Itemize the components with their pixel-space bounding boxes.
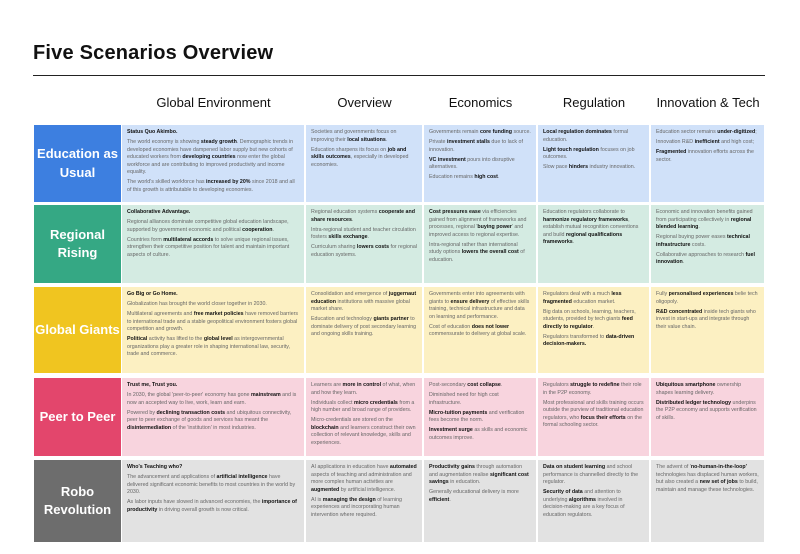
cell-regulation [538, 460, 649, 542]
page-title: Five Scenarios Overview [33, 42, 274, 64]
body-text: Education remains [429, 174, 475, 181]
highlight-text: less fragmented [543, 291, 622, 305]
cell-global-environment [122, 460, 304, 542]
body-text: The advancement and applications of [127, 474, 217, 481]
cell-paragraph [543, 464, 644, 487]
body-text: ownership shapes learning delivery. [656, 382, 742, 396]
highlight-text: Go Big or Go Home. [127, 291, 178, 297]
body-text: Fully [656, 291, 669, 297]
highlight-text: struggle to redefine [570, 382, 620, 388]
body-text: inside tech giants who invest in start-ups and integrate through their value chain. [656, 308, 756, 330]
highlight-text: lowers costs [356, 244, 390, 251]
body-text: underpins the P2P economy and supports verification of skills. [656, 399, 757, 421]
body-text: Micro-credentials are stored on the [311, 417, 393, 424]
highlight-text: Light touch regulation [543, 146, 599, 153]
body-text: to dominate delivery of post secondary learning and ongoing skills training. [311, 316, 417, 338]
highlight-text: focus their efforts [580, 414, 626, 421]
body-text: Curriculum sharing [311, 244, 357, 251]
highlight-text: augmented [311, 486, 340, 493]
body-text: as intergovernmental organizations play a greater role in shaping international law, security, trade and commerce. [127, 336, 291, 358]
body-text: and school performance is channelled directly to the regulator. [543, 464, 639, 486]
highlight-text: job and skills outcomes [311, 146, 407, 161]
highlight-text: Collaborative Advantage. [127, 209, 191, 215]
body-text: Learners are [311, 382, 343, 388]
body-text: from a high number and broad range of providers. [311, 399, 415, 414]
body-text: innovation efforts across the sector. [656, 149, 754, 163]
cell-regulation [538, 378, 649, 456]
cell-paragraph [127, 179, 299, 194]
cell-paragraph [429, 427, 531, 442]
body-text: The world's skilled workforce has [127, 179, 207, 186]
highlight-text: micro credentials [354, 399, 398, 406]
cell-paragraph [429, 209, 531, 239]
column-header-global-environment: Global Environment [156, 95, 271, 111]
cell-paragraph [127, 464, 299, 472]
highlight-text: global level [203, 336, 233, 343]
body-text: Intra-regional student and teacher circulation fosters [311, 226, 416, 241]
body-text: . [449, 496, 451, 503]
body-text: Big data on schools, learning, teachers, students, provided by tech giants [543, 308, 636, 323]
body-text: their role in the P2P economy. [543, 382, 642, 396]
body-text: . [592, 323, 595, 330]
column-header-economics: Economics [448, 95, 513, 111]
body-text: commensurate to delivery at global scale. [429, 331, 527, 338]
cell-innovation-tech [651, 378, 764, 456]
cell-paragraph [311, 497, 417, 520]
cell-paragraph [127, 382, 299, 390]
body-text: now enter the global workforce and are contributing to improved productivity and income equality. [127, 154, 285, 176]
body-text: technologies has displaced human workers, but also created a [656, 471, 759, 486]
cell-regulation [538, 287, 649, 373]
highlight-text: regional blended learning [656, 216, 752, 231]
column-header-overview: Overview [337, 95, 392, 111]
body-text: Post-secondary [429, 382, 468, 388]
cell-paragraph [429, 174, 531, 182]
cell-paragraph [127, 219, 299, 234]
body-text: , establish mutual recognition conventions and build [543, 216, 639, 238]
body-text: . [272, 226, 274, 233]
body-text: Regulators deal with a much [543, 291, 612, 297]
highlight-text: Political [127, 336, 148, 343]
body-text: since 2018 and all of this growth is attributable to developing economies. [127, 179, 295, 193]
highlight-text: new set of jobs [699, 479, 738, 486]
body-text: As labor inputs have slowed in advanced economies, the [127, 499, 262, 506]
cell-paragraph [543, 309, 644, 332]
body-text: and learners construct their own collection of relevant knowledge, skills and experiences. [311, 424, 416, 446]
body-text: involved in decision-making are a key focus of education regulators. [543, 496, 625, 518]
scenario-label-text: Education as Usual [37, 146, 118, 180]
highlight-text: multilateral accords [163, 236, 214, 243]
body-text: Education and technology [311, 316, 374, 323]
body-text: and verification fees become the norm. [429, 409, 525, 424]
highlight-text: cooperation [242, 226, 273, 233]
cell-paragraph [311, 244, 417, 259]
body-text: and ubiquitous connectivity, peer to peer exchange of goods and services has meant the [127, 409, 292, 424]
highlight-text: disintermediation [127, 424, 172, 431]
body-text: focuses on job outcomes. [543, 146, 635, 161]
highlight-text: managing the design [322, 496, 376, 503]
body-text: Powered by [127, 409, 157, 416]
cell-innovation-tech [651, 287, 764, 373]
cell-paragraph [543, 129, 644, 144]
cell-overview [306, 205, 422, 283]
cell-paragraph [311, 129, 417, 144]
cell-economics [424, 287, 536, 373]
body-text: Societies and governments focus on improving their [311, 129, 397, 143]
cell-paragraph [429, 489, 531, 504]
cell-paragraph [429, 410, 531, 425]
cell-overview [306, 287, 422, 373]
highlight-text: Distributed ledger technology [656, 399, 732, 406]
body-text: and high cost; [719, 139, 755, 146]
cell-paragraph [311, 147, 417, 170]
body-text: in education. [448, 479, 481, 486]
body-text: Individuals collect [311, 399, 354, 406]
body-text: . [367, 234, 370, 241]
cell-paragraph [127, 311, 299, 334]
body-text: education market. [571, 298, 616, 305]
body-text: Education sharpens its focus on [311, 146, 388, 153]
highlight-text: no-human-in-the-loop' [690, 464, 747, 470]
highlight-text: investment stalls [446, 139, 490, 146]
scenario-label-text: Global Giants [35, 321, 120, 337]
highlight-text: Productivity gains [429, 464, 475, 470]
body-text: industry innovation. [588, 164, 636, 171]
body-text: . [497, 174, 500, 181]
highlight-text: personalised experiences [668, 291, 734, 297]
body-text: Innovation R&D [656, 139, 695, 146]
cell-paragraph [543, 147, 644, 162]
highlight-text: increased by 20% [206, 179, 251, 186]
cell-paragraph [656, 149, 759, 164]
body-text: . [500, 382, 503, 388]
body-text: Regulators transformed to [543, 333, 606, 340]
body-text: formal education. [543, 129, 629, 143]
body-text: Education sector remains [656, 129, 718, 135]
cell-paragraph [311, 291, 417, 314]
highlight-text: high cost [474, 174, 498, 181]
highlight-text: efficient [429, 496, 450, 503]
cell-overview [306, 125, 422, 202]
highlight-text: Who's Teaching who? [127, 464, 183, 470]
body-text: Economic and innovation benefits gained from participating collectively in [656, 209, 753, 223]
body-text: pours into disruptive alternatives. [429, 156, 515, 171]
body-text: of the 'institution' in most industries. [171, 424, 256, 431]
cell-global-environment [122, 125, 304, 202]
body-text: to build, maintain and manage these technologies. [656, 479, 758, 493]
highlight-text: artificial intelligence [216, 474, 268, 481]
cell-paragraph [127, 392, 299, 407]
cell-paragraph [311, 209, 417, 224]
cell-global-environment [122, 378, 304, 456]
cell-paragraph [127, 291, 299, 299]
body-text: . [698, 224, 700, 231]
highlight-text: regional qualifications frameworks [543, 231, 623, 246]
highlight-text: inefficient [694, 139, 720, 146]
body-text: by artificial intelligence. [339, 486, 396, 493]
highlight-text: hinders [568, 164, 589, 171]
highlight-text: core funding [479, 129, 513, 135]
highlight-text: R&D concentrated [656, 308, 703, 315]
scenario-label [34, 205, 121, 283]
cell-economics [424, 378, 536, 456]
body-text: Collaborative approaches to research [656, 251, 746, 258]
highlight-text: importance of productivity [127, 499, 297, 513]
cell-innovation-tech [651, 460, 764, 542]
body-text: as skills and economic outcomes improve. [429, 427, 528, 441]
body-text: due to lack of innovation. [429, 139, 523, 153]
body-text: Governments enter into agreements with giants to [429, 291, 525, 305]
body-text: source. [512, 129, 531, 135]
cell-paragraph [127, 410, 299, 433]
body-text: have delivered significant economic benefits to most countries in the world by 2030. [127, 474, 296, 496]
cell-paragraph [311, 417, 417, 447]
highlight-text: Fragmented [656, 149, 687, 156]
cell-paragraph [311, 227, 417, 242]
scenario-label [34, 287, 121, 373]
cell-paragraph [429, 382, 531, 390]
highlight-text: feed directly to regulator [543, 316, 633, 330]
cell-paragraph [543, 400, 644, 430]
body-text: Education regulators collaborate to [543, 209, 625, 215]
body-text: Cost of education [429, 323, 472, 330]
body-text: Consolidation and emergence of [311, 291, 389, 297]
highlight-text: free market policies [193, 311, 244, 318]
highlight-text: cooperate and share resources [311, 209, 415, 223]
scenario-label-text: Robo Revolution [43, 483, 112, 517]
body-text: . [682, 259, 685, 266]
cell-paragraph [127, 237, 299, 260]
highlight-text: Cost pressures ease [429, 209, 481, 215]
body-text: activity has lifted to the [147, 336, 204, 343]
body-text: of what, when and how they learn. [311, 382, 416, 396]
cell-paragraph [127, 474, 299, 497]
highlight-text: developing countries [182, 154, 236, 161]
body-text: Multilateral agreements and [127, 311, 194, 318]
highlight-text: Micro-tuition payments [429, 409, 488, 416]
body-text: In 2030, the global 'peer-to-peer' economy has gone [127, 392, 251, 399]
body-text: ; [755, 129, 757, 135]
cell-paragraph [311, 382, 417, 397]
highlight-text: Investment surge [429, 427, 473, 434]
body-text: institutions with massive global market share. [311, 298, 410, 313]
cell-innovation-tech [651, 205, 764, 283]
cell-innovation-tech [651, 125, 764, 202]
body-text: The advent of ' [656, 464, 691, 470]
highlight-text: does not lower [471, 323, 510, 330]
cell-paragraph [543, 382, 644, 397]
body-text: of education. [429, 249, 525, 263]
highlight-text: harmonize regulatory frameworks [543, 216, 629, 223]
cell-regulation [538, 205, 649, 283]
scenario-label [34, 125, 121, 202]
body-text: via efficiencies gained from alignment of frameworks and processes, regional ' [429, 209, 527, 231]
cell-paragraph [311, 316, 417, 339]
cell-paragraph [656, 252, 759, 267]
cell-paragraph [656, 382, 759, 397]
body-text: to solve unique regional issues, strengthen their competitive position for talent and maintain important aspects of culture. [127, 236, 290, 258]
highlight-text: juggernaut education [311, 291, 417, 305]
cell-paragraph [429, 464, 531, 487]
body-text: in driving overall growth is now critical. [157, 506, 249, 513]
cell-paragraph [311, 400, 417, 415]
cell-overview [306, 378, 422, 456]
highlight-text: automated [389, 464, 417, 470]
highlight-text: significant cost savings [429, 471, 529, 486]
highlight-text: Data on student learning [543, 464, 606, 470]
highlight-text: VC investment [429, 156, 466, 163]
body-text: Private [429, 139, 447, 146]
body-text: Intra-regional rather than international study options [429, 241, 518, 256]
cell-paragraph [656, 234, 759, 249]
cell-paragraph [656, 309, 759, 332]
highlight-text: cost collapse [467, 382, 501, 388]
body-text: . [351, 216, 354, 223]
cell-paragraph [127, 499, 299, 514]
cell-overview [306, 460, 422, 542]
cell-paragraph [656, 209, 759, 232]
highlight-text: giants partner [373, 316, 409, 323]
highlight-text: declining transaction costs [156, 409, 226, 416]
scenario-label-text: Regional Rising [50, 226, 105, 260]
highlight-text: algorithms [568, 496, 596, 503]
body-text: Governments remain [429, 129, 480, 135]
highlight-text: mainstream [250, 392, 281, 399]
body-text: on the formal schooling sector. [543, 414, 642, 429]
body-text: , especially in developed economies. [311, 154, 409, 168]
cell-paragraph [543, 164, 644, 172]
highlight-text: ensure delivery [450, 298, 490, 305]
highlight-text: Security of data [543, 489, 583, 496]
cell-regulation [538, 125, 649, 202]
body-text: for regional education systems. [311, 244, 417, 258]
cell-paragraph [429, 392, 531, 407]
cell-paragraph [656, 464, 759, 494]
column-header-innovation-tech: Innovation & Tech [656, 95, 760, 111]
body-text: Slow pace [543, 164, 569, 171]
body-text: AI applications in education have [311, 464, 390, 470]
cell-paragraph [127, 336, 299, 359]
cell-paragraph [311, 464, 417, 494]
body-text: have removed barriers to international trade and a stable geopolitical environment fosters global competition and growth. [127, 311, 299, 333]
body-text: of learning experiences and incorporating human intervention where required. [311, 496, 402, 518]
scenario-label [34, 378, 121, 456]
highlight-text: technical infrastructure [656, 234, 750, 248]
cell-paragraph [656, 129, 759, 137]
cell-paragraph [429, 324, 531, 339]
highlight-text: Status Quo Akimbo. [127, 129, 178, 135]
scenario-label [34, 460, 121, 542]
body-text: Regional education systems [311, 209, 379, 215]
cell-economics [424, 460, 536, 542]
body-text: through automation and augmentation realise [429, 464, 523, 478]
scenario-label-text: Peer to Peer [39, 408, 116, 424]
highlight-text: Local regulation dominates [543, 129, 612, 135]
cell-global-environment [122, 205, 304, 283]
highlight-text: steady growth [200, 139, 237, 146]
body-text: Regulators [543, 382, 571, 388]
body-text: costs. [690, 241, 706, 248]
highlight-text: more in control [342, 382, 382, 388]
body-text: aspects of teaching and administration and more complex human activities are [311, 471, 412, 486]
highlight-text: lowers the overall cost [461, 249, 519, 256]
body-text: . [572, 239, 575, 246]
body-text: . [385, 136, 388, 143]
body-text: Regional alliances dominate competitive global education landscape, supported by government economic and political [127, 219, 289, 233]
highlight-text: buying power [477, 224, 512, 231]
highlight-text: local situations [347, 136, 386, 143]
cell-paragraph [656, 291, 759, 306]
cell-economics [424, 125, 536, 202]
body-text: Diminished need for high cost infrastructure. [429, 392, 499, 406]
highlight-text: fuel innovation [656, 251, 755, 266]
highlight-text: Ubiquitous smartphone [656, 382, 716, 388]
body-text: . Demographic trends in developed economies have dampened labor supply but new cohorts of educated workers from [127, 139, 294, 161]
body-text: Regional buying power eases [656, 234, 727, 241]
body-text: and attention to underlying [543, 489, 621, 503]
cell-paragraph [127, 139, 299, 177]
body-text: and is now an accepted way to live, work, learn and earn. [127, 392, 297, 406]
body-text: of effective skills training, technical infrastructure and data on learning and performance. [429, 298, 530, 320]
title-divider [33, 75, 765, 76]
highlight-text: skills exchange [328, 234, 368, 241]
body-text: AI is [311, 496, 323, 503]
cell-paragraph [429, 157, 531, 172]
cell-paragraph [429, 242, 531, 265]
body-text: Countries form [127, 236, 164, 243]
cell-economics [424, 205, 536, 283]
body-text: belie tech oligopoly. [656, 291, 758, 305]
cell-paragraph [429, 139, 531, 154]
cell-paragraph [656, 139, 759, 147]
column-header-regulation: Regulation [562, 95, 626, 111]
cell-paragraph [543, 209, 644, 247]
cell-paragraph [543, 291, 644, 306]
highlight-text: data-driven decision-makers. [543, 333, 635, 348]
body-text: Generally educational delivery is more [429, 489, 519, 496]
cell-paragraph [429, 291, 531, 321]
cell-paragraph [429, 129, 531, 137]
cell-paragraph [127, 209, 299, 217]
cell-paragraph [656, 400, 759, 423]
body-text: The world economy is showing [127, 139, 201, 146]
body-text: Globalization has brought the world closer together in 2030. [127, 301, 267, 308]
cell-paragraph [543, 489, 644, 519]
cell-paragraph [543, 334, 644, 349]
highlight-text: Trust me, Trust you. [127, 382, 178, 388]
highlight-text: blockchain [311, 424, 339, 431]
body-text: Most professional and skills training occurs outside the purview of traditional education regulators, who [543, 399, 644, 421]
cell-global-environment [122, 287, 304, 373]
cell-paragraph [127, 301, 299, 309]
body-text: ' and improved access to regional expertise. [429, 224, 524, 238]
cell-paragraph [127, 129, 299, 137]
highlight-text: under-digitized [717, 129, 756, 135]
